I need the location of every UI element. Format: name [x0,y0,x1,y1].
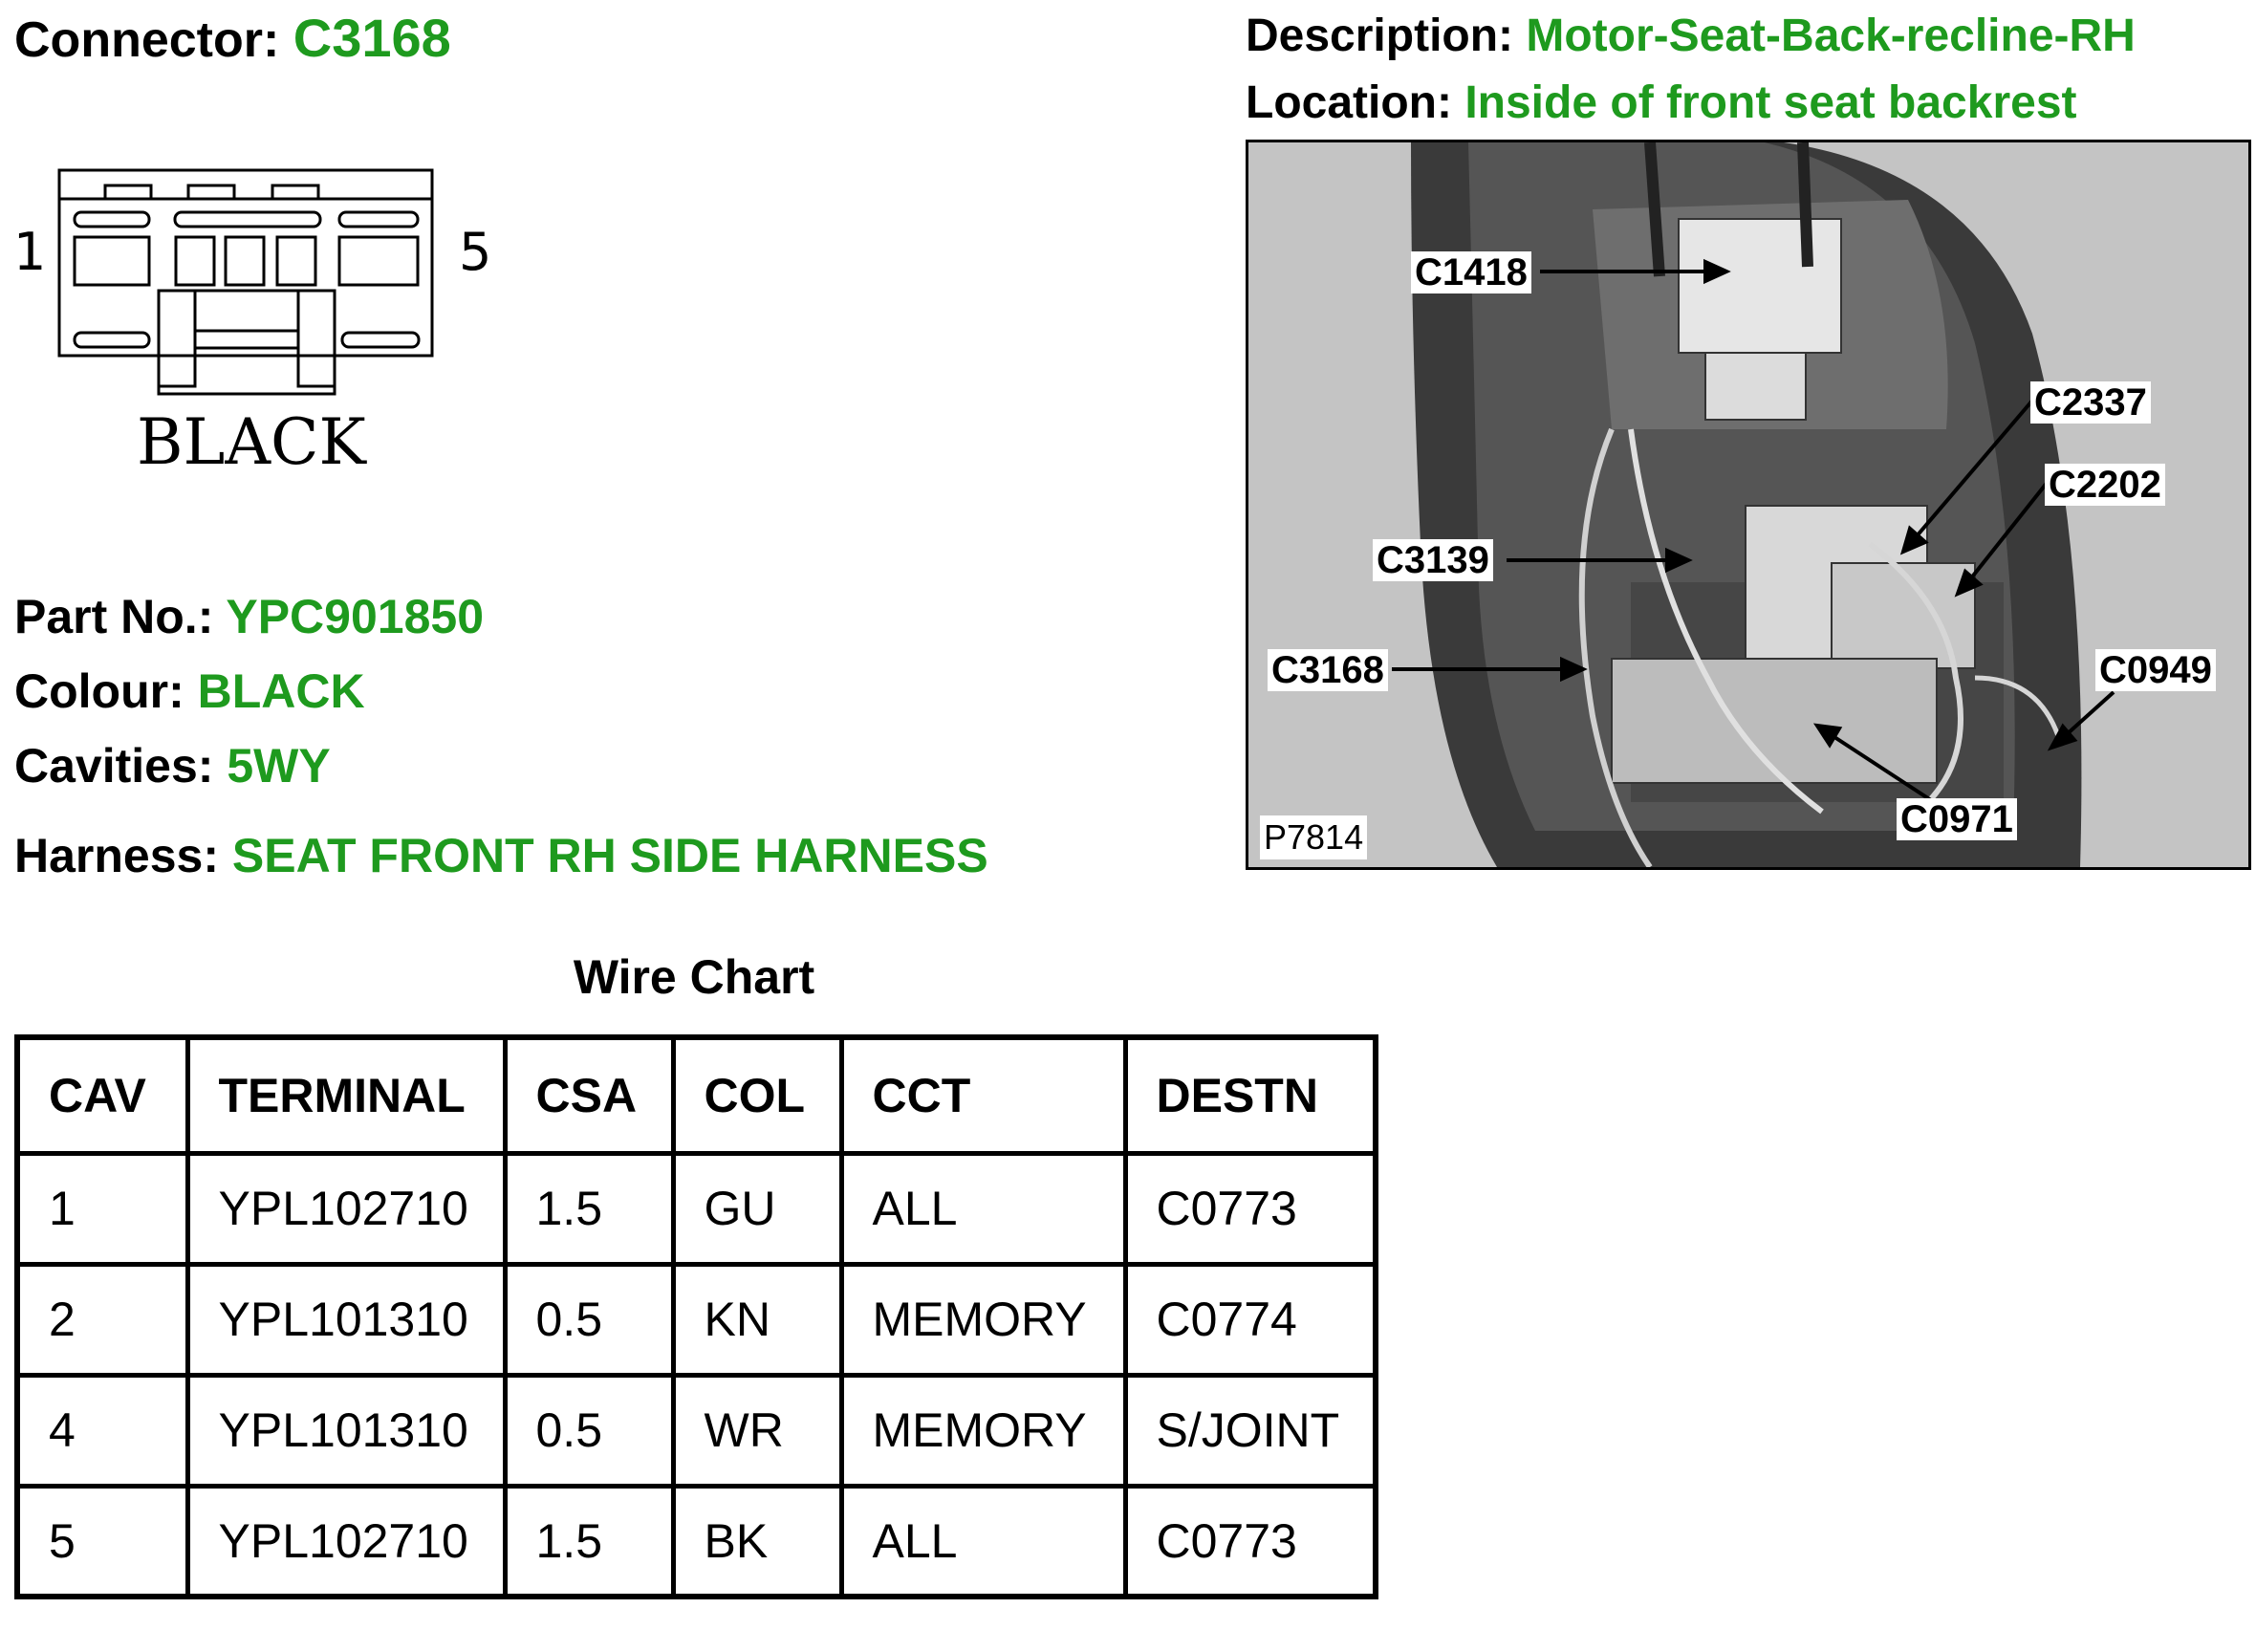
cell-terminal: YPL101310 [187,1264,505,1375]
connector-value: C3168 [293,8,451,68]
cavities-label: Cavities: [14,739,214,793]
callout-c3139: C3139 [1373,539,1493,581]
cell-destn: C0773 [1125,1486,1376,1597]
callout-c1418: C1418 [1411,251,1531,293]
cell-cct: MEMORY [841,1264,1125,1375]
part-no-value: YPC901850 [226,590,485,643]
cavities-value: 5WY [227,739,331,793]
connector-face-diagram [0,134,535,497]
location-label: Location: [1246,77,1452,128]
cell-csa: 1.5 [505,1486,673,1597]
cell-col: BK [673,1486,841,1597]
pin-left-number: 1 [13,222,47,282]
table-header-row [17,1037,1376,1153]
table-row [17,1264,1376,1375]
header-cct: CCT [841,1037,1125,1153]
cell-csa: 1.5 [505,1153,673,1264]
colour-value: BLACK [197,664,365,718]
connector-field [14,8,451,68]
wire-chart-title: Wire Chart [573,950,815,1004]
part-no-label: Part No.: [14,590,214,643]
description-field [1246,13,2136,59]
cell-cct: ALL [841,1486,1125,1597]
harness-label: Harness: [14,829,219,882]
callout-c3168: C3168 [1268,649,1388,691]
cell-destn: S/JOINT [1125,1375,1376,1486]
callout-c2337: C2337 [2030,381,2151,424]
cell-destn: C0773 [1125,1153,1376,1264]
callout-c2202: C2202 [2045,464,2165,506]
header-csa: CSA [505,1037,673,1153]
cell-terminal: YPL101310 [187,1375,505,1486]
description-label: Description: [1246,11,1514,61]
part-no-field [14,590,485,643]
cell-terminal: YPL102710 [187,1153,505,1264]
table-row [17,1375,1376,1486]
cavities-field [14,739,331,793]
table-row [17,1153,1376,1264]
connector-colour-text: BLACK [137,405,366,479]
pin-right-number: 5 [459,222,492,282]
cell-csa: 0.5 [505,1264,673,1375]
callout-c0971: C0971 [1897,798,2017,840]
cell-cct: ALL [841,1153,1125,1264]
cell-col: GU [673,1153,841,1264]
cell-cav: 5 [17,1486,187,1597]
cell-csa: 0.5 [505,1375,673,1486]
callout-c0949: C0949 [2095,649,2216,691]
harness-field [14,829,988,882]
cell-col: WR [673,1375,841,1486]
header-cav: CAV [17,1037,187,1153]
cell-destn: C0774 [1125,1264,1376,1375]
connector-label: Connector: [14,12,280,68]
location-field [1246,77,2077,128]
table-row [17,1486,1376,1597]
header-terminal: TERMINAL [187,1037,505,1153]
header-col: COL [673,1037,841,1153]
cell-cav: 2 [17,1264,187,1375]
photo-id: P7814 [1260,815,1367,859]
location-value: Inside of front seat backrest [1464,77,2077,128]
cell-cav: 1 [17,1153,187,1264]
colour-field [14,664,365,718]
cell-cct: MEMORY [841,1375,1125,1486]
cell-col: KN [673,1264,841,1375]
wire-chart-table [14,1034,1378,1599]
colour-label: Colour: [14,664,184,718]
cell-terminal: YPL102710 [187,1486,505,1597]
harness-value: SEAT FRONT RH SIDE HARNESS [231,829,988,882]
header-destn: DESTN [1125,1037,1376,1153]
description-value: Motor-Seat-Back-recline-RH [1526,11,2136,61]
cell-cav: 4 [17,1375,187,1486]
location-photo [1246,140,2251,870]
